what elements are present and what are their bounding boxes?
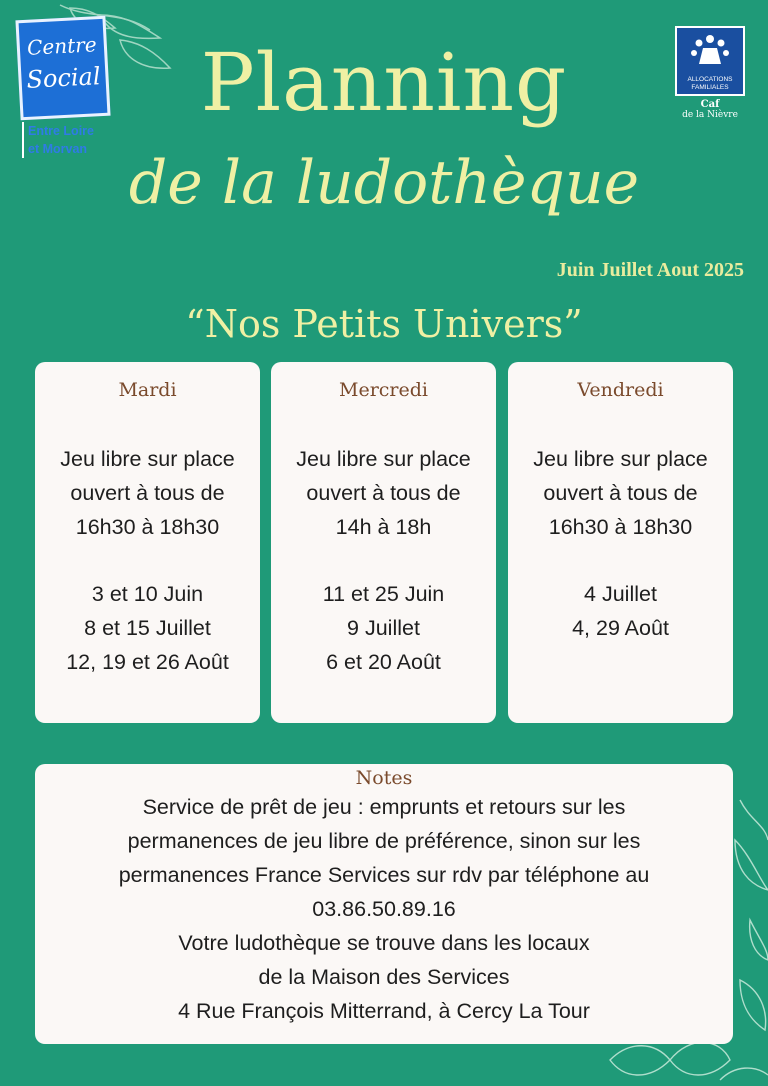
logo-line-1: Centre (26, 32, 98, 60)
schedule-card-vendredi (508, 362, 733, 723)
date-line: 9 Juillet (347, 616, 420, 640)
card-day: Mercredi (339, 379, 428, 401)
logo-line-2: Social (25, 62, 102, 94)
card-description: Jeu libre sur place ouvert à tous de 14h à 18h (296, 447, 471, 539)
notes-panel (35, 764, 733, 1044)
card-day: Vendredi (577, 379, 664, 401)
date-line: 12, 19 et 26 Août (66, 650, 229, 674)
date-line: 3 et 10 Juin (91, 582, 204, 606)
program-name: “Nos Petits Univers” (185, 302, 583, 346)
date-line: 6 et 20 Août (326, 650, 441, 674)
schedule-card-mardi (35, 362, 260, 723)
logo-sub-line-2: et Morvan (28, 142, 88, 156)
schedule-card-mercredi (271, 362, 496, 723)
notes-title: Notes (355, 767, 413, 789)
caf-logo-line-2: FAMILIALES (691, 84, 729, 91)
notes-line: permanences France Services sur rdv par téléphone au (118, 863, 650, 887)
caf-logo-line-1: ALLOCATIONS (687, 76, 733, 83)
date-line: 4, 29 Août (572, 616, 669, 640)
page-subtitle-script: de la ludothèque (128, 148, 640, 218)
notes-line: permanences de jeu libre de préférence, sinon sur les (127, 829, 641, 853)
period-label: Juin Juillet Aout 2025 (556, 259, 744, 281)
phone-number: 03.86.50.89.16 (312, 897, 456, 921)
caf-title: Caf (700, 99, 720, 110)
date-line: 11 et 25 Juin (322, 582, 445, 606)
date-line: 8 et 15 Juillet (84, 616, 211, 640)
card-dates (35, 577, 260, 679)
date-line: 4 Juillet (584, 582, 657, 606)
card-dates (271, 577, 496, 679)
notes-line: Votre ludothèque se trouve dans les locaux (178, 931, 590, 955)
card-day: Mardi (118, 379, 177, 401)
card-description: Jeu libre sur place ouvert à tous de 16h30 à 18h30 (533, 447, 708, 539)
address-line: 4 Rue François Mitterrand, à Cercy La Tour (178, 999, 590, 1023)
logo-sub-line-1: Entre Loire (28, 124, 94, 138)
notes-line: Service de prêt de jeu : emprunts et retours sur les (142, 795, 626, 819)
notes-line: de la Maison des Services (258, 965, 510, 989)
card-description: Jeu libre sur place ouvert à tous de 16h30 à 18h30 (60, 447, 235, 539)
card-dates (508, 577, 733, 645)
page-title: Planning (200, 36, 568, 129)
caf-region: de la Nièvre (682, 110, 738, 120)
